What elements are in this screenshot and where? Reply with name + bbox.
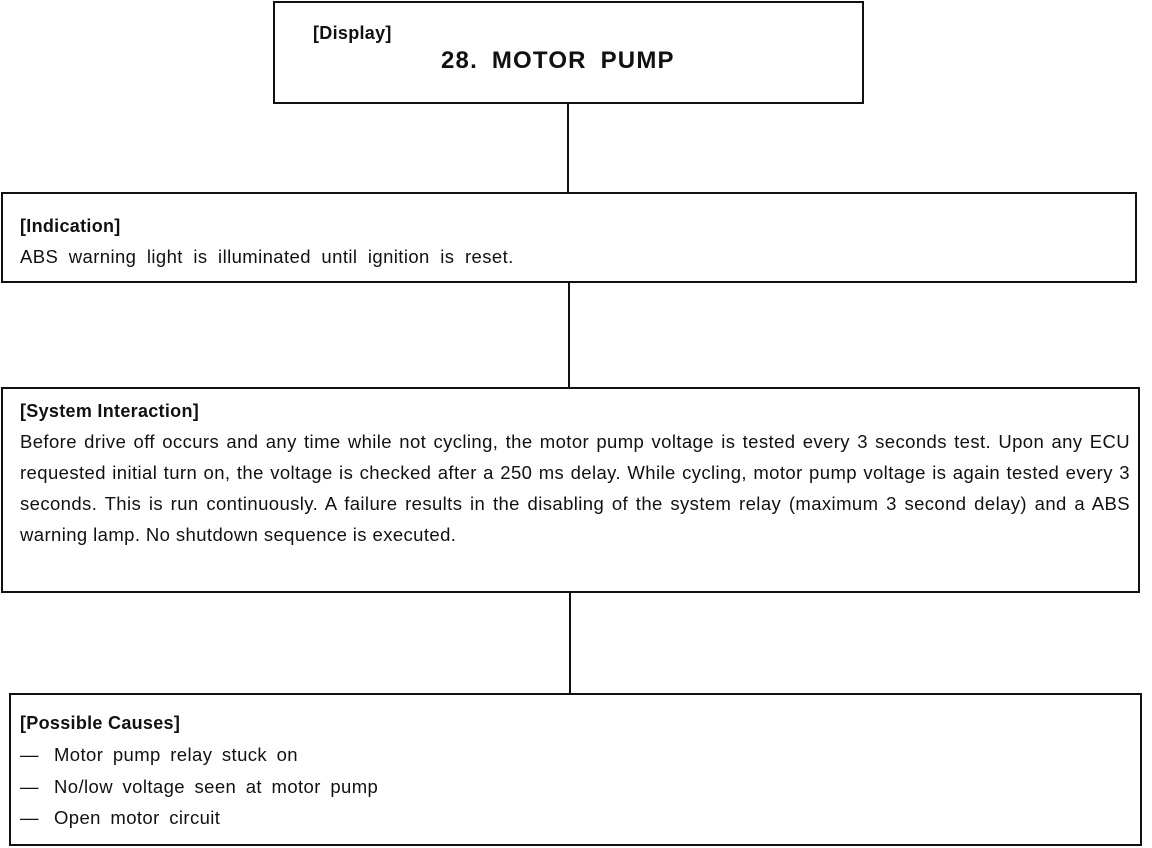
system-interaction-box	[1, 387, 1140, 593]
possible-causes-list	[20, 739, 378, 834]
indication-text: ABS warning light is illuminated until ignition is reset.	[20, 246, 514, 267]
possible-causes-box	[9, 693, 1142, 846]
dash-bullet: —	[20, 807, 39, 828]
cause-text: Motor pump relay stuck on	[54, 744, 298, 765]
system-interaction-heading: [System Interaction]	[20, 401, 200, 421]
indication-box	[1, 192, 1137, 283]
system-interaction-text: Before drive off occurs and any time while not cycling, the motor pump voltage is tested every 3 seconds test. Upon any ECU requested initial turn on, the voltage is checked after a 250 ms delay. While cycling, motor pump voltage is again tested every 3 seconds. This is run continuously. A failure results in the disabling of the system relay (maximum 3 second delay) and a ABS warning lamp. No shutdown sequence is executed.	[20, 431, 1130, 545]
dash-bullet: —	[20, 744, 39, 765]
possible-causes-heading: [Possible Causes]	[20, 713, 181, 733]
cause-text: Open motor circuit	[54, 807, 221, 828]
indication-heading: [Indication]	[20, 216, 121, 236]
cause-text: No/low voltage seen at motor pump	[54, 775, 379, 797]
list-item	[20, 739, 378, 771]
list-item	[20, 771, 378, 803]
connector-line-1	[567, 104, 569, 192]
display-heading: [Display]	[313, 23, 392, 43]
display-title: 28. MOTOR PUMP	[441, 47, 675, 74]
connector-line-3	[569, 593, 571, 693]
connector-line-2	[568, 283, 570, 387]
list-item	[20, 802, 378, 834]
dash-bullet: —	[20, 775, 39, 797]
display-box	[273, 1, 864, 104]
